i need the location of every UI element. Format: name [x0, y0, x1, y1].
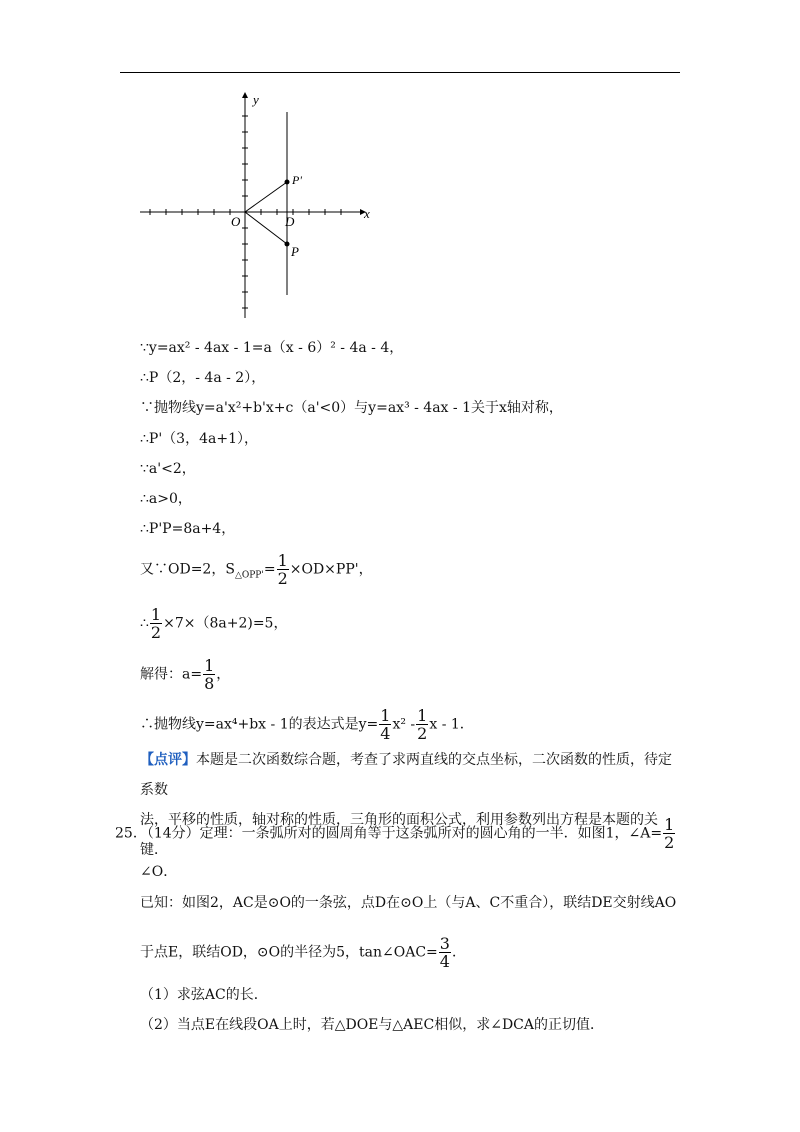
line8-suffix: ×OD×PP'，: [289, 561, 373, 578]
line8-fraction: [277, 552, 289, 587]
q25-subquestion-1: （1）求弦AC的长．: [140, 987, 268, 1003]
line11-numerator-2: 1: [417, 706, 428, 725]
q25-known2-suffix: ．: [451, 944, 466, 961]
line11-prefix: ∴抛物线y=ax⁴+bx - 1的表达式是y=: [140, 716, 379, 733]
question-25-heading: [115, 816, 676, 851]
line10-fraction: [203, 657, 215, 692]
q25-denominator: 2: [664, 833, 675, 852]
line9-numerator: 1: [150, 605, 162, 624]
line9-prefix: ∴: [140, 615, 149, 632]
line9-fraction: [150, 606, 162, 641]
solution-line-4: ∴P'（3，4a+1），: [140, 431, 258, 447]
line10-suffix: ，: [216, 666, 231, 683]
line10-denominator: 8: [204, 674, 215, 693]
point-d-label: D: [285, 214, 295, 229]
comment-line-1: [140, 745, 685, 805]
q25-tail: ∠O．: [140, 864, 178, 880]
q25-tan-numerator: 3: [439, 934, 450, 953]
q25-fraction: [663, 816, 675, 851]
point-p-label: P: [291, 244, 299, 259]
line11-numerator-1: 1: [380, 706, 391, 725]
q25-known-line-2: [140, 935, 466, 970]
q25-tan-fraction: [439, 935, 451, 970]
y-axis-label: y: [253, 92, 259, 107]
header-rule: [120, 72, 680, 73]
point-p-prime-label: P': [292, 173, 302, 187]
line11-middle: x² -: [392, 716, 416, 733]
solution-line-5: ∵a'<2，: [140, 461, 196, 477]
solution-line-2: ∴P（2，- 4a - 2），: [140, 370, 266, 386]
x-axis-label: x: [364, 206, 370, 221]
solution-line-11: [140, 707, 474, 742]
line8-prefix: 又∵OD=2，S: [140, 561, 235, 578]
line11-denominator-2: 2: [417, 724, 428, 743]
coordinate-figure: [135, 90, 375, 325]
solution-line-1: ∵y=ax² - 4ax - 1=a（x - 6）² - 4a - 4，: [140, 340, 404, 356]
solution-line-6: ∴a>0，: [140, 491, 192, 507]
comment-text-2: 法，平移的性质，轴对称的性质，三角形的面积公式，利用参数列出方程是本题的关键．: [140, 812, 658, 858]
line8-numerator: 1: [277, 551, 288, 570]
q25-head-text: 25．（14分）定理：一条弧所对的圆周角等于这条弧所对的圆心角的一半．如图1，∠A=: [115, 825, 663, 842]
solution-line-8: [140, 552, 373, 587]
solution-line-3: ∵抛物线y=a'x²+b'x+c（a'<0）与y=ax³ - 4ax - 1关于x轴对称，: [140, 400, 563, 416]
line8-equals: =: [263, 561, 276, 578]
line10-prefix: 解得：a=: [140, 666, 203, 683]
q25-numerator: 1: [664, 815, 675, 834]
q25-tan-denominator: 4: [439, 952, 450, 971]
line8-subscript: △OPP': [234, 570, 264, 581]
line11-fraction-2: [416, 707, 428, 742]
line11-suffix: x - 1．: [429, 716, 474, 733]
solution-line-10: [140, 657, 230, 692]
line11-denominator-1: 4: [380, 724, 391, 743]
comment-tag: 【点评】: [140, 752, 196, 768]
q25-known-line-1: 已知：如图2，AC是⊙O的一条弦，点D在⊙O上（与A、C不重合），联结DE交射线AO: [140, 895, 677, 911]
q25-subquestion-2: （2）当点E在线段OA上时，若△DOE与△AEC相似，求∠DCA的正切值．: [140, 1017, 604, 1033]
origin-label: O: [231, 214, 241, 229]
comment-text-1: 本题是二次函数综合题，考查了求两直线的交点坐标，二次函数的性质，待定系数: [140, 752, 672, 798]
line8-denominator: 2: [277, 569, 288, 588]
solution-line-9: [140, 606, 287, 641]
line11-fraction-1: [379, 707, 391, 742]
line9-denominator: 2: [150, 623, 162, 642]
q25-known2-prefix: 于点E，联结OD，⊙O的半径为5，tan∠OAC=: [140, 944, 438, 961]
line9-suffix: ×7×（8a+2)=5，: [163, 615, 288, 632]
line10-numerator: 1: [204, 656, 215, 675]
solution-line-7: ∴P'P=8a+4，: [140, 521, 236, 537]
